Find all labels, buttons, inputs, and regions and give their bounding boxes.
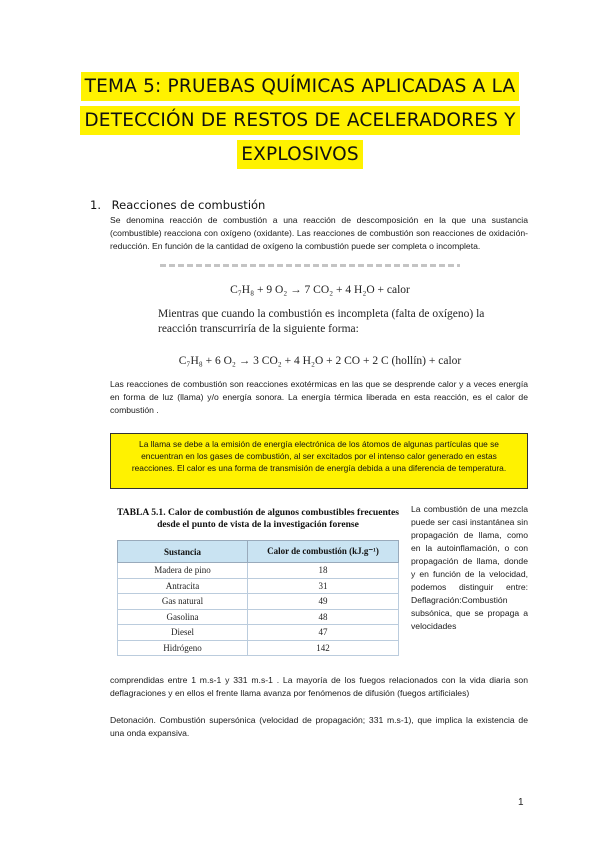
scan-text: Mientras que cuando la combustión es incompleta (falta de oxígeno) la reacción transcurriría de la siguiente forma: (158, 308, 485, 335)
combustion-heat-table (117, 540, 399, 656)
table-row (118, 625, 399, 641)
equation-complete-combustion: C₇H₈ + 9 O₂ → 7 CO₂ + 4 H₂O + calor (230, 284, 410, 296)
table-cell: 48 (248, 609, 399, 625)
table-cell: 18 (248, 563, 399, 579)
table-cell: Gasolina (118, 609, 248, 625)
table-cell: 47 (248, 625, 399, 641)
side-column-text: La combustión de una mezcla puede ser casi instantánea sin propagación de llama, como en la autoinflamación, o con propagación de llama, donde y en función de la velocidad, podemos distinguir entre: Deflagración:Combustión subsónica, que se propaga a velocidades (411, 504, 528, 631)
deflagration-paragraph: comprendidas entre 1 m.s-1 y 331 m.s-1 . La mayoría de los fuegos relacionados con la vida diaria son deflagraciones y en ellos el frente llama avanza por fenómenos de difusión (fuegos artificiales) (110, 675, 528, 698)
section-number: 1. (90, 198, 101, 212)
table-cell: Hidrógeno (118, 640, 248, 656)
intro-paragraph: Se denomina reacción de combustión a una reacción de descomposición en la que una sustancia (combustible) reacciona con oxígeno (oxidante). Las reacciones de combustión son reacciones de oxidación-reducción. En función de la cantidad de oxígeno la combustión puede ser completa o incompleta. (110, 215, 528, 251)
table-header-cell: Sustancia (118, 541, 248, 563)
page-number: 1 (518, 797, 524, 808)
table-header-row (118, 541, 399, 563)
page-title (60, 72, 540, 174)
table-row (118, 594, 399, 610)
table-row (118, 578, 399, 594)
table-cell: Gas natural (118, 594, 248, 610)
table-cell: 142 (248, 640, 399, 656)
title-line-3: EXPLOSIVOS (237, 140, 363, 169)
table-row (118, 609, 399, 625)
title-line-1: TEMA 5: PRUEBAS QUÍMICAS APLICADAS A LA (81, 72, 520, 101)
equation-incomplete-combustion: C₇H₈ + 6 O₂ → 3 CO₂ + 4 H₂O + 2 CO + 2 C (hollín) + calor (178, 355, 462, 367)
title-line-2: DETECCIÓN DE RESTOS DE ACELERADORES Y (80, 106, 519, 135)
exothermic-paragraph: Las reacciones de combustión son reacciones exotérmicas en las que se desprende calor y a veces energía en forma de luz (llama) y/o energía sonora. La energía térmica liberada en esta reacción, es el calor de combustión . (110, 379, 528, 415)
table-cell: Antracita (118, 578, 248, 594)
table-header-cell: Calor de combustión (kJ.g⁻¹) (248, 541, 399, 563)
table-cell: Diesel (118, 625, 248, 641)
scanned-excerpt (134, 266, 506, 367)
table-title: TABLA 5.1. Calor de combustión de algunos combustibles frecuentes desde el punto de vista de la investigación forense (117, 507, 399, 530)
detonation-paragraph: Detonación. Combustión supersónica (velocidad de propagación; 331 m.s-1), que implica la existencia de una onda expansiva. (110, 715, 528, 738)
table-row (118, 640, 399, 656)
table-cell: Madera de pino (118, 563, 248, 579)
section-heading-text: Reacciones de combustión (111, 198, 266, 212)
table-cell: 49 (248, 594, 399, 610)
flame-callout-box: La llama se debe a la emisión de energía electrónica de los átomos de algunas partículas que se encuentran en los gases de combustión, al ser excitados por el intenso calor generado en estas reacciones. El calor es una forma de transmisión de energía debida a una diferencia de temperatura. (110, 433, 528, 489)
table-cell: 31 (248, 578, 399, 594)
combustion-heat-table-figure (113, 507, 403, 656)
table-row (118, 563, 399, 579)
section-heading (90, 198, 265, 212)
